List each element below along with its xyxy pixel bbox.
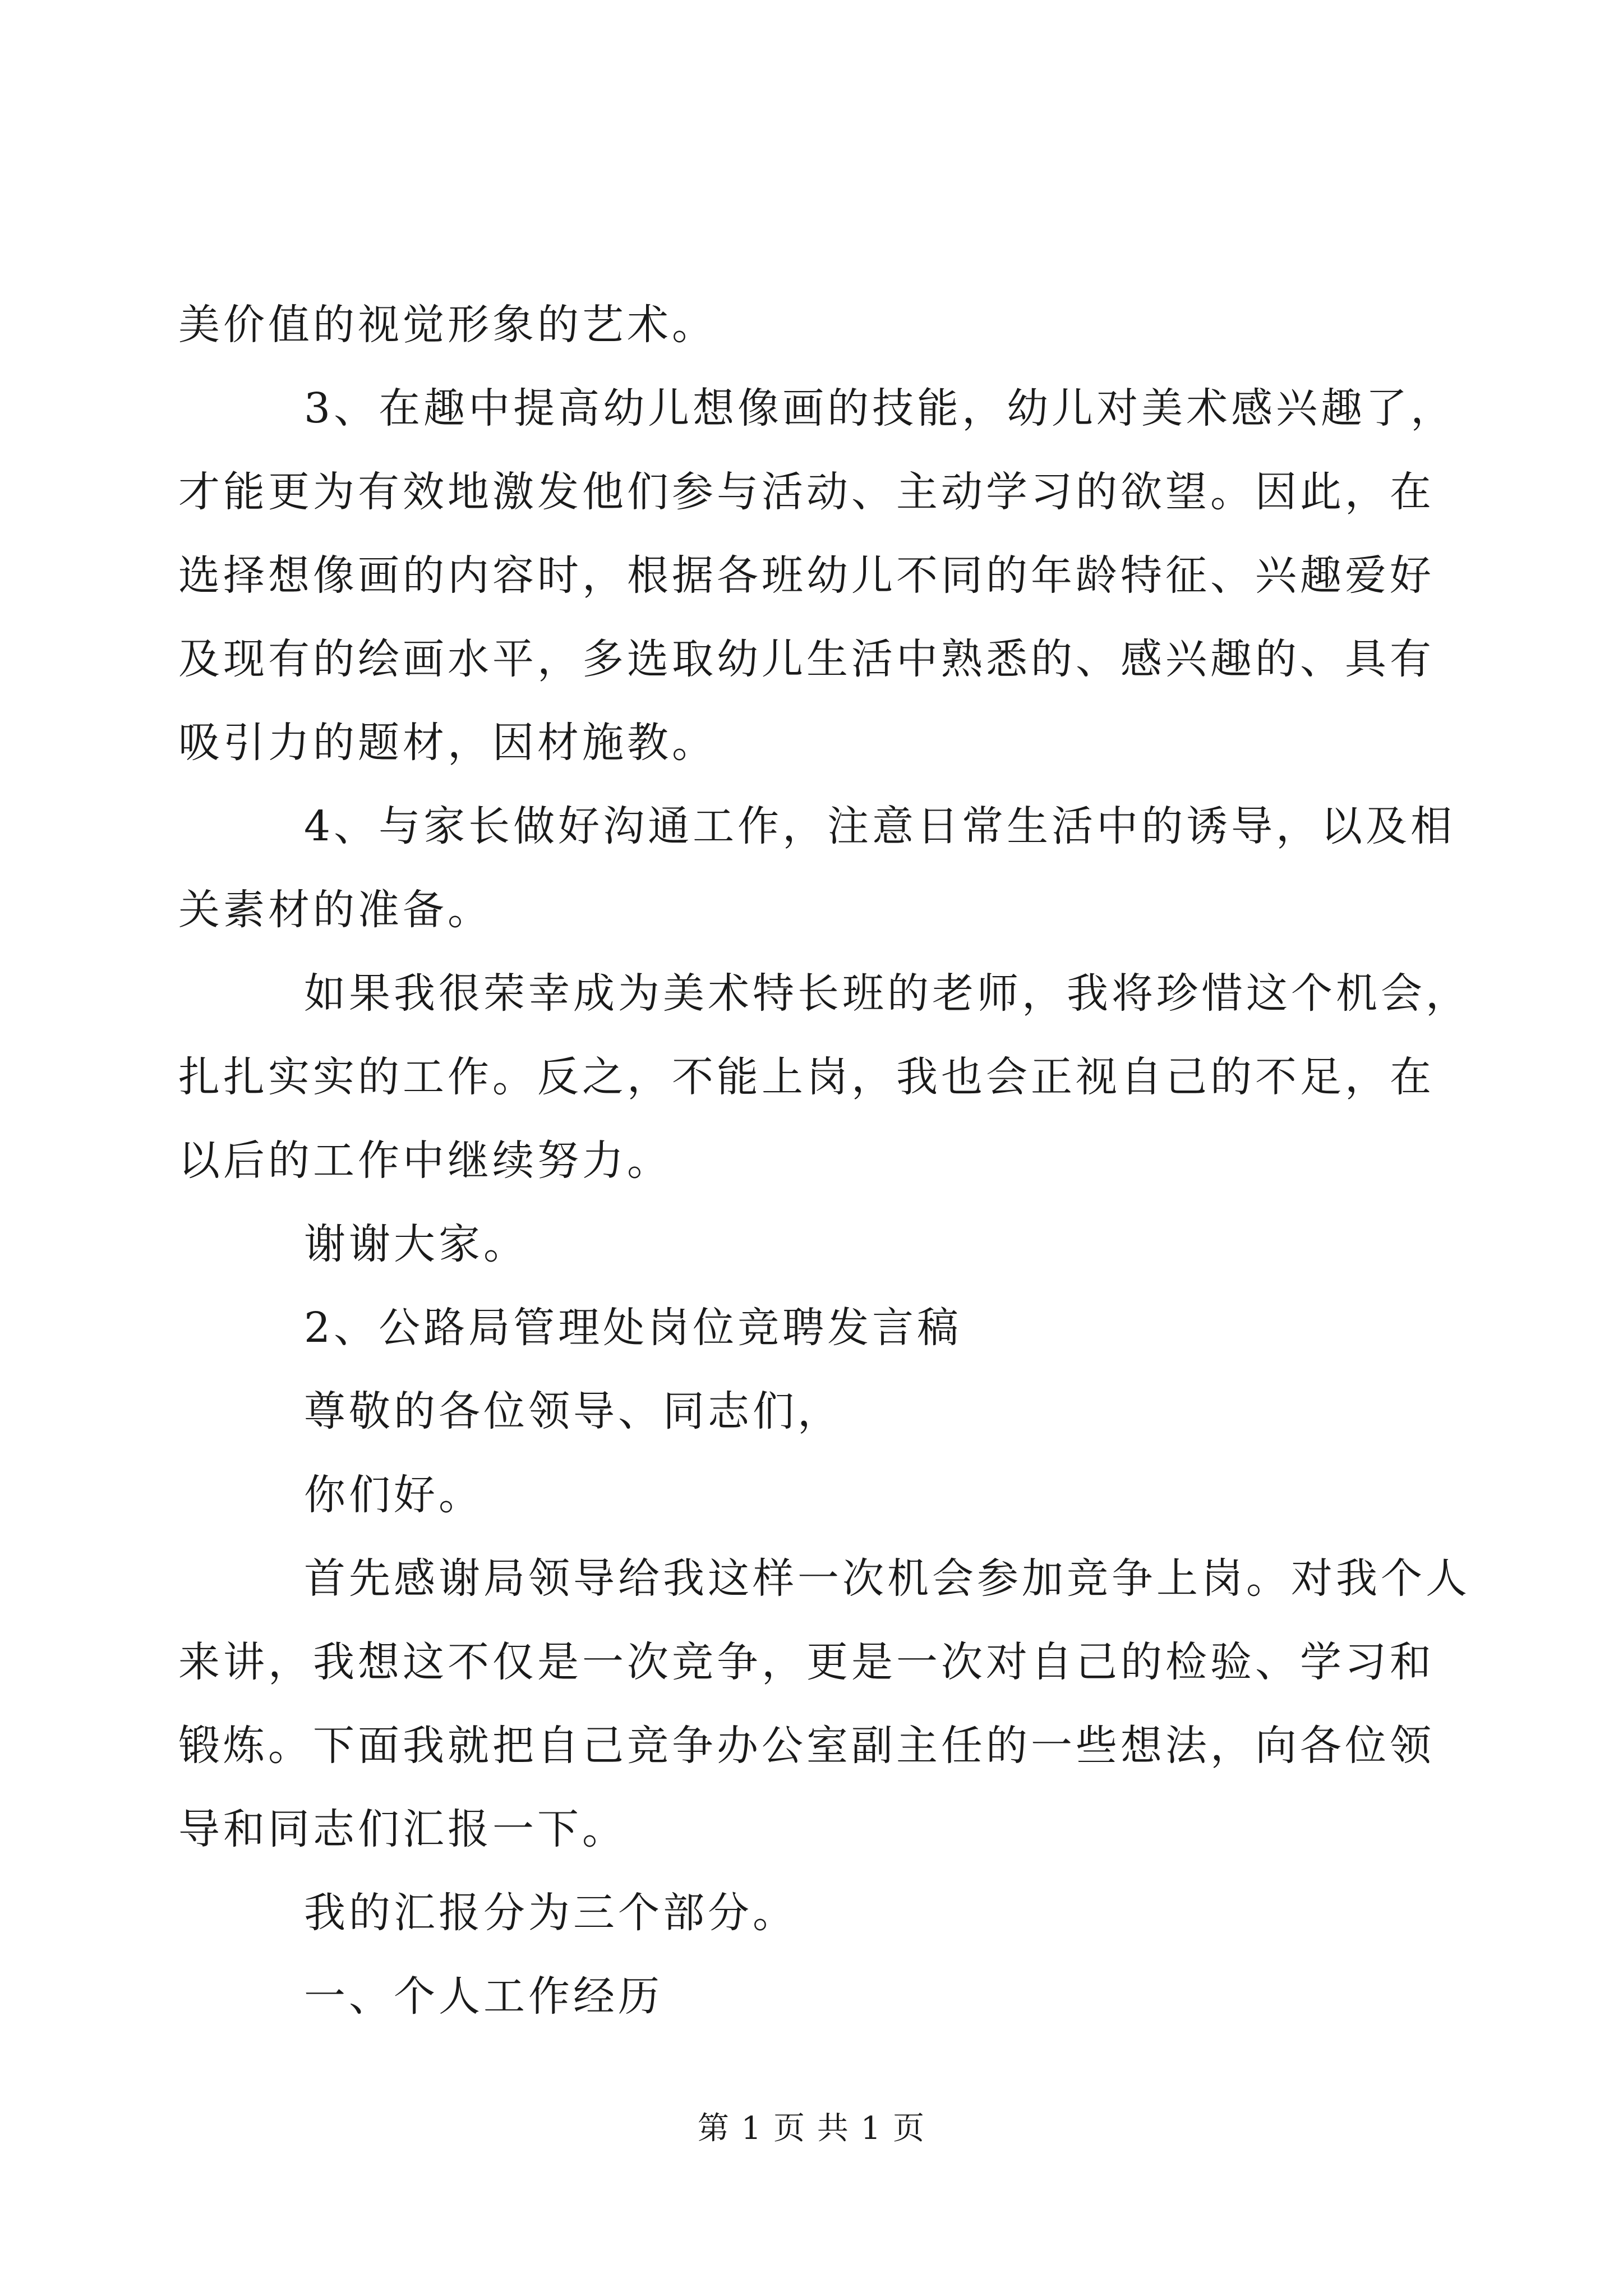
text-line: 导和同志们汇报一下。 xyxy=(178,1805,627,1853)
text-line: 才能更为有效地激发他们参与活动、主动学习的欲望。因此，在 xyxy=(178,468,1435,516)
text-line: 我的汇报分为三个部分。 xyxy=(304,1889,797,1937)
text-line: 一、个人工作经历 xyxy=(304,1972,663,2021)
text-line: 以后的工作中继续努力。 xyxy=(178,1137,672,1185)
text-line: 4、与家长做好沟通工作，注意日常生活中的诱导，以及相 xyxy=(304,802,1456,850)
text-line: 选择想像画的内容时，根据各班幼儿不同的年龄特征、兴趣爱好 xyxy=(178,551,1435,600)
text-line: 锻炼。下面我就把自己竞争办公室副主任的一些想法，向各位领 xyxy=(178,1722,1435,1770)
text-line: 美价值的视觉形象的艺术。 xyxy=(178,301,717,349)
page-footer: 第 1 页 共 1 页 xyxy=(697,2110,926,2147)
text-line: 2、公路局管理处岗位竞聘发言稿 xyxy=(304,1304,962,1352)
text-line: 来讲，我想这不仅是一次竞争，更是一次对自己的检验、学习和 xyxy=(178,1638,1435,1686)
text-line: 尊敬的各位领导、同志们， xyxy=(304,1387,842,1435)
text-line: 关素材的准备。 xyxy=(178,886,492,934)
text-line: 谢谢大家。 xyxy=(304,1220,528,1268)
text-line: 首先感谢局领导给我这样一次机会参加竞争上岗。对我个人 xyxy=(304,1554,1470,1603)
document-body xyxy=(178,283,1470,2039)
text-line: 及现有的绘画水平，多选取幼儿生活中熟悉的、感兴趣的、具有 xyxy=(178,635,1435,683)
text-line: 吸引力的题材，因材施教。 xyxy=(178,719,717,767)
text-line: 你们好。 xyxy=(304,1471,483,1519)
text-line: 3、在趣中提高幼儿想像画的技能，幼儿对美术感兴趣了， xyxy=(304,384,1456,432)
text-line: 扎扎实实的工作。反之，不能上岗，我也会正视自己的不足，在 xyxy=(178,1053,1435,1101)
text-line: 如果我很荣幸成为美术特长班的老师，我将珍惜这个机会， xyxy=(304,969,1470,1018)
